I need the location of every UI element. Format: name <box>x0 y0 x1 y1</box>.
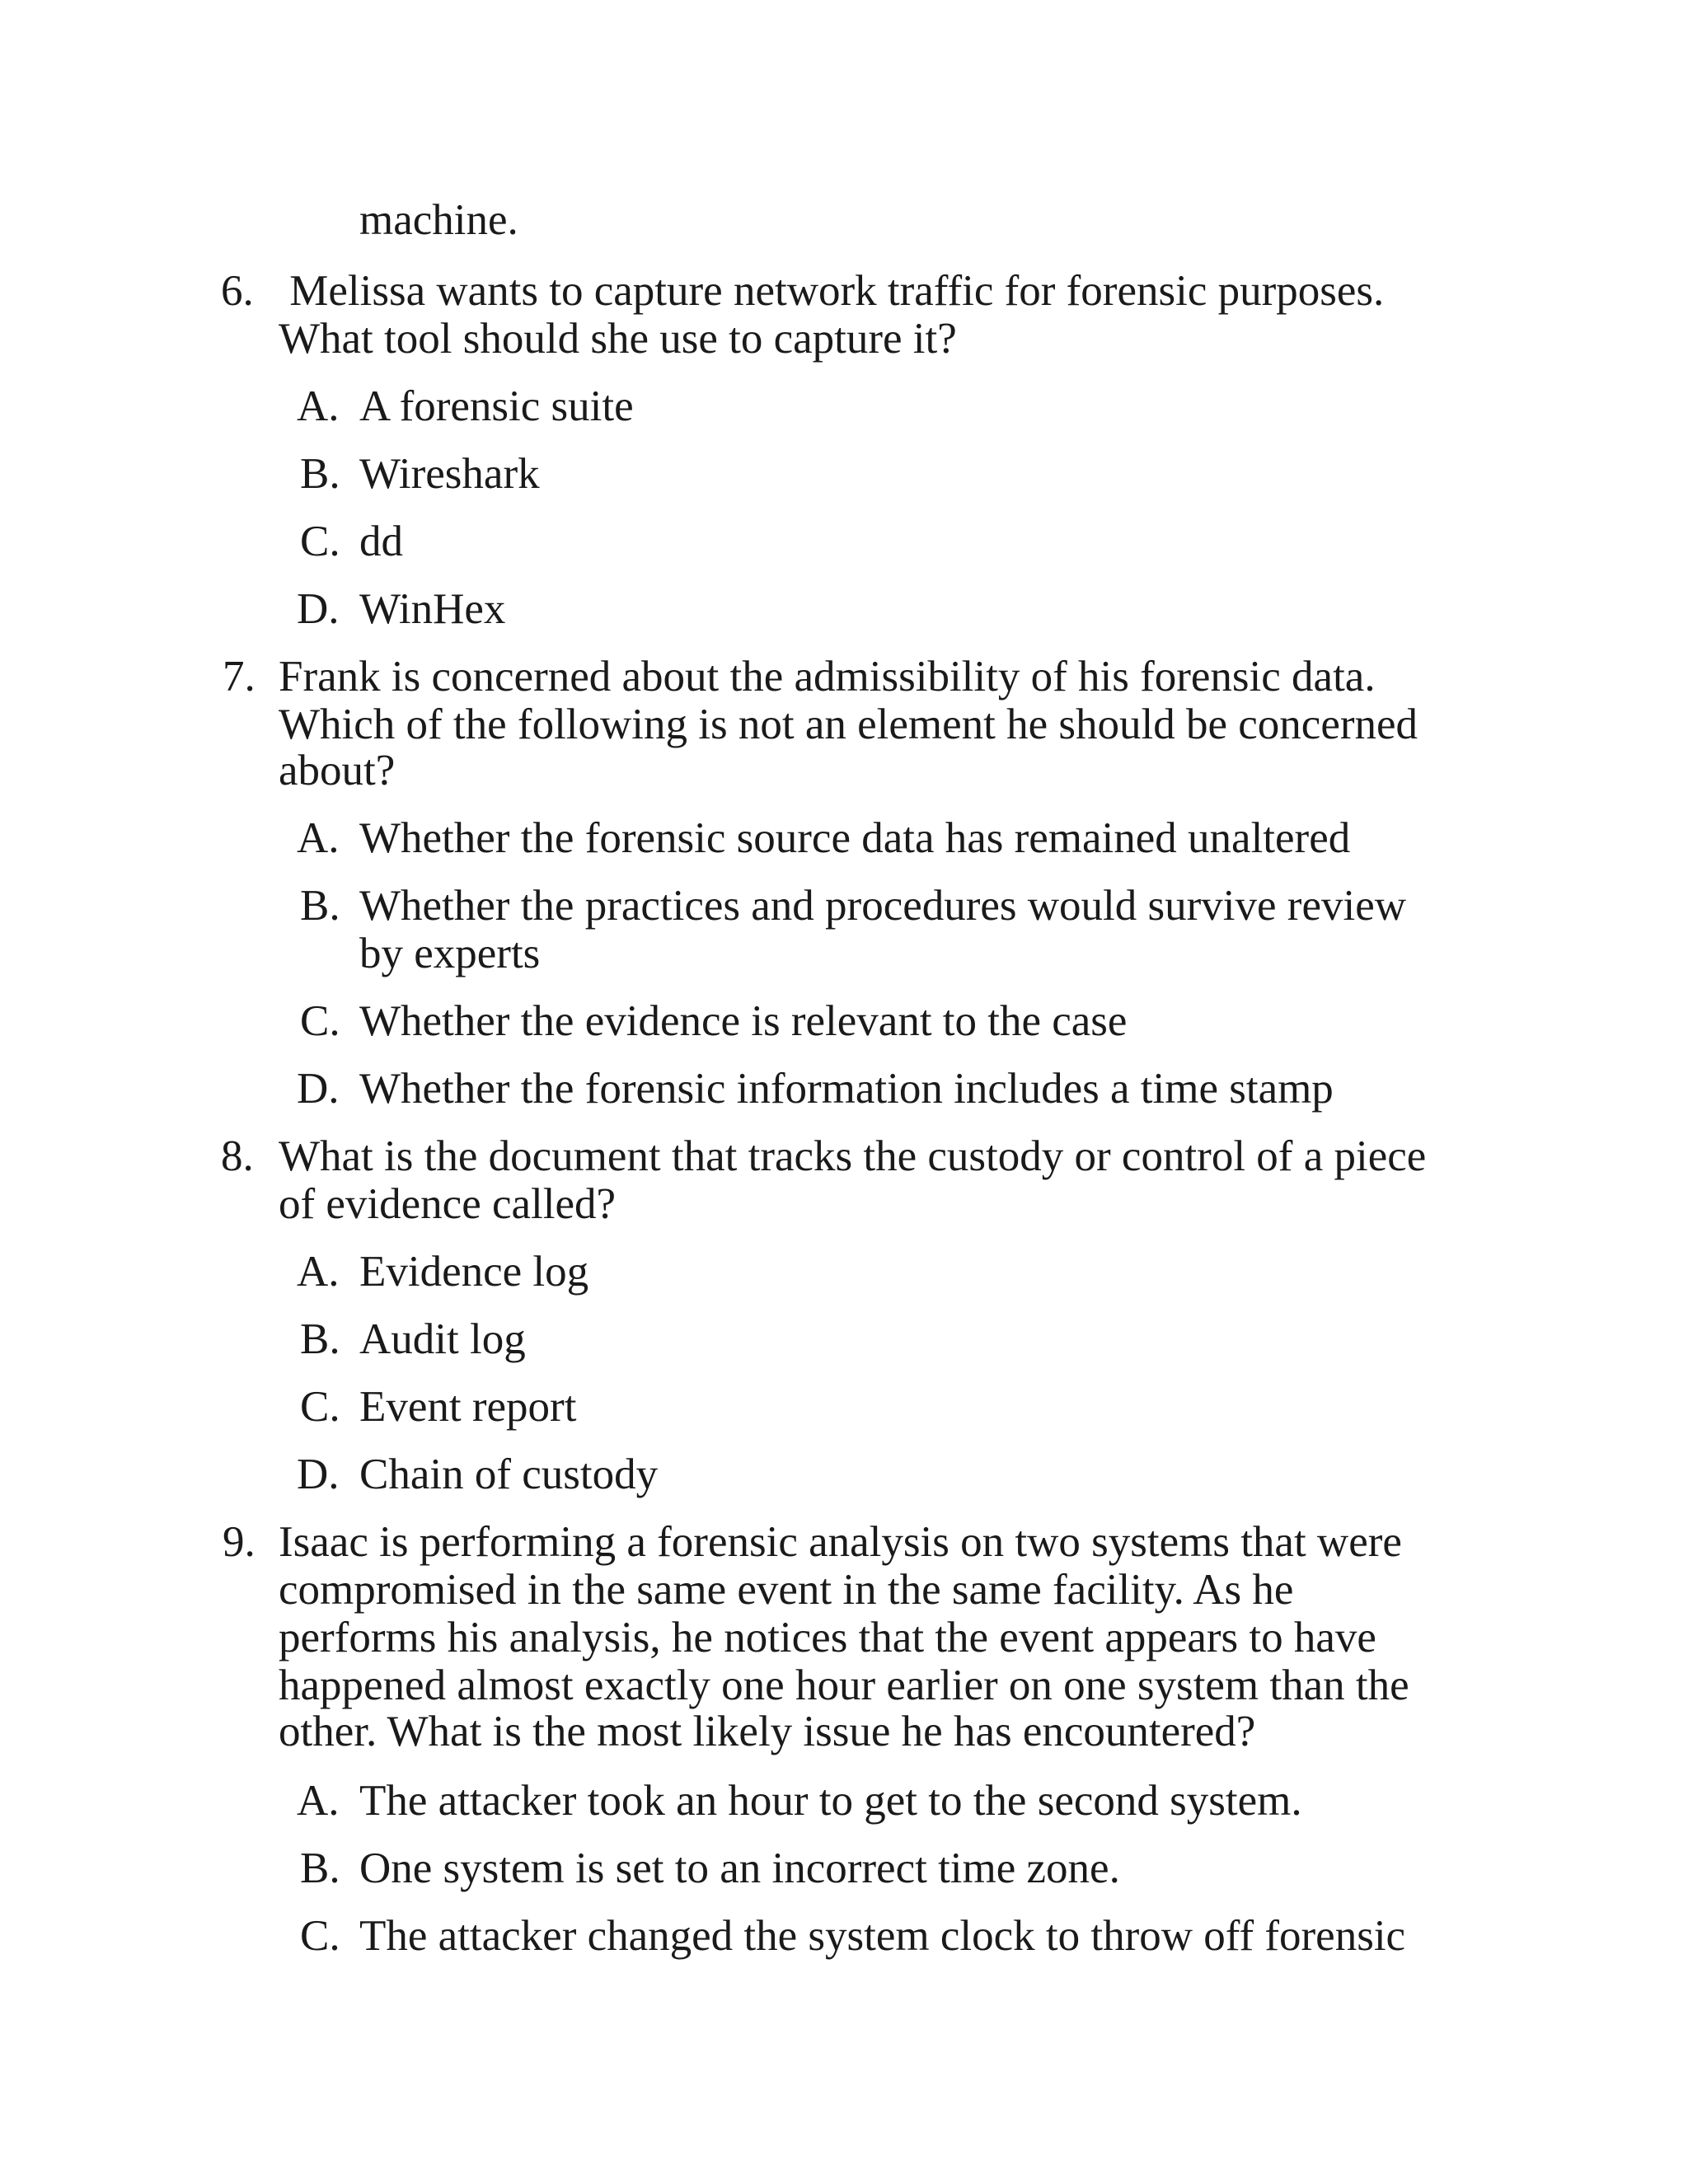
option-letter: A. <box>297 1777 340 1825</box>
option-letter: C. <box>300 1383 340 1431</box>
option-text: Whether the practices and procedures would survive review <box>359 882 1407 930</box>
option-text: The attacker took an hour to get to the second system. <box>359 1777 1302 1825</box>
option-text: One system is set to an incorrect time zone. <box>359 1844 1120 1892</box>
option-letter: B. <box>300 882 340 930</box>
question-text-line: happened almost exactly one hour earlier on one system than the <box>279 1661 1409 1709</box>
option-letter: C. <box>300 997 340 1045</box>
option-letter: D. <box>297 1451 340 1498</box>
option-text: The attacker changed the system clock to throw off forensic <box>359 1912 1406 1960</box>
question-number: 6. <box>221 267 254 315</box>
question-text-line: Isaac is performing a forensic analysis on two systems that were <box>279 1518 1402 1566</box>
option-letter: B. <box>300 1844 340 1892</box>
option-text: A forensic suite <box>359 382 634 430</box>
option-text: Whether the forensic source data has remained unaltered <box>359 814 1351 862</box>
option-letter: D. <box>297 1065 340 1113</box>
option-text: Whether the evidence is relevant to the case <box>359 997 1128 1045</box>
question-text-line: compromised in the same event in the same facility. As he <box>279 1566 1294 1614</box>
question-number: 8. <box>221 1132 254 1180</box>
question-text-line: Melissa wants to capture network traffic for forensic purposes. <box>279 267 1385 315</box>
question-text-line: about? <box>279 747 396 794</box>
question-text-line: Which of the following is not an element he should be concerned <box>279 701 1418 748</box>
question-text-line: of evidence called? <box>279 1180 617 1228</box>
option-text: Whether the forensic information includes a time stamp <box>359 1065 1334 1113</box>
option-letter: D. <box>297 585 340 633</box>
option-letter: B. <box>300 450 340 498</box>
option-letter: A. <box>297 382 340 430</box>
question-number: 9. <box>223 1518 256 1566</box>
question-text-line: What tool should she use to capture it? <box>279 315 957 363</box>
question-text-line: What is the document that tracks the custody or control of a piece <box>279 1132 1427 1180</box>
option-text: Chain of custody <box>359 1451 659 1498</box>
carryover-text: machine. <box>359 196 518 244</box>
option-text: Audit log <box>359 1315 526 1363</box>
option-text: Event report <box>359 1383 577 1431</box>
option-letter: A. <box>297 1248 340 1296</box>
option-letter: B. <box>300 1315 340 1363</box>
option-text: Wireshark <box>359 450 540 498</box>
option-text: by experts <box>359 930 541 977</box>
option-text: WinHex <box>359 585 506 633</box>
option-letter: C. <box>300 518 340 565</box>
option-letter: C. <box>300 1912 340 1960</box>
option-text: dd <box>359 518 403 565</box>
option-letter: A. <box>297 814 340 862</box>
option-text: Evidence log <box>359 1248 589 1296</box>
question-text-line: Frank is concerned about the admissibility of his forensic data. <box>279 653 1376 701</box>
question-number: 7. <box>223 653 256 701</box>
question-text-line: other. What is the most likely issue he has encountered? <box>279 1708 1256 1755</box>
question-text-line: performs his analysis, he notices that the event appears to have <box>279 1614 1376 1661</box>
